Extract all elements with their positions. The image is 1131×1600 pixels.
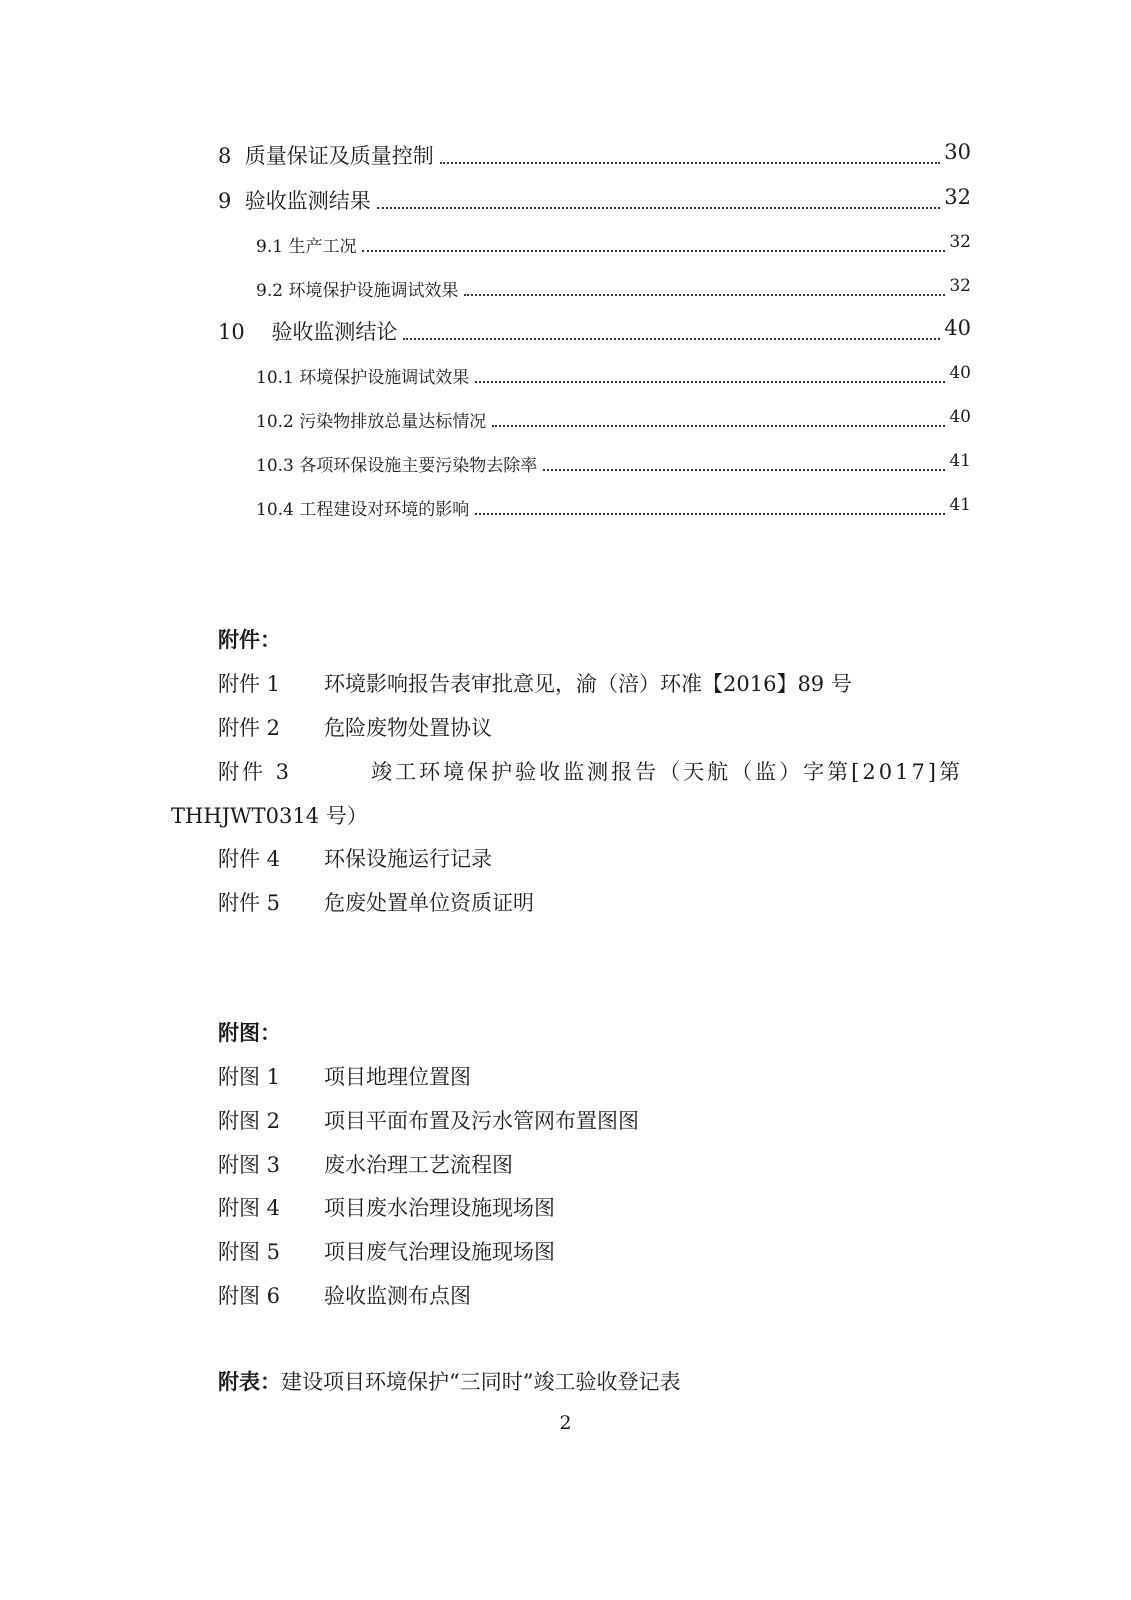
toc-leader-dots [440,162,940,164]
toc-entry-page: 41 [949,495,971,515]
toc-leader-dots [403,338,940,340]
toc-entry-number: 10.3 [256,456,294,476]
toc-entry[interactable] [0,451,1131,485]
toc-entry-page: 40 [949,363,971,383]
figure-label: 附图 4 [218,1196,281,1220]
toc-leader-dots [475,381,945,383]
toc-entry-number: 10.4 [256,500,294,520]
attachment-title: 环境影响报告表审批意见，渝（涪）环准【2016】89 号 [324,672,852,696]
toc-entry[interactable] [0,407,1131,441]
toc-entry-title: 污染物排放总量达标情况 [299,412,487,432]
attachment-label: 附件 1 [218,672,281,696]
figure-title: 废水治理工艺流程图 [324,1153,513,1177]
attachment-item [218,756,963,786]
figure-label: 附图 1 [218,1065,281,1089]
figure-label: 附图 5 [218,1240,281,1264]
attachments-heading: 附件： [218,627,281,652]
toc-entry-number: 9 [218,189,232,213]
appendix-table-title: 建设项目环境保护“三同时”竣工验收登记表 [281,1370,681,1394]
toc-entry[interactable] [0,140,1131,174]
figure-title: 项目废水治理设施现场图 [324,1196,555,1220]
toc-leader-dots [362,250,945,252]
figure-title: 验收监测布点图 [324,1284,471,1308]
figure-title: 项目平面布置及污水管网布置图图 [324,1109,639,1133]
toc-entry-title: 各项环保设施主要污染物去除率 [299,456,538,476]
page-number: 2 [559,1412,572,1434]
appendix-table-label: 附表： [218,1369,281,1394]
figure-label: 附图 3 [218,1153,281,1177]
toc-entry-number: 10.2 [256,412,294,432]
toc-entry-title: 验收监测结论 [271,320,398,344]
attachment-title: 环保设施运行记录 [324,847,492,871]
toc-entry-title: 生产工况 [288,237,357,257]
toc-entry-title: 环境保护设施调试效果 [299,368,470,388]
toc-entry-number: 10.1 [256,368,294,388]
toc-entry[interactable] [0,185,1131,219]
toc-entry[interactable] [0,495,1131,529]
toc-leader-dots [377,207,940,209]
attachment-title: 竣工环境保护验收监测报告（天航（监）字第[2017]第 [371,760,963,784]
toc-leader-dots [464,294,945,296]
toc-entry-page: 32 [944,185,971,209]
toc-entry-title: 环境保护设施调试效果 [288,281,459,301]
toc-entry[interactable] [0,316,1131,350]
toc-entry[interactable] [0,363,1131,397]
toc-entry[interactable] [0,232,1131,266]
toc-entry-number: 10 [218,320,245,344]
toc-entry[interactable] [0,276,1131,310]
attachment-label: 附件 3 [218,760,293,784]
toc-entry-title: 验收监测结果 [244,189,371,213]
toc-entry-page: 30 [944,140,971,164]
toc-entry-number: 9.1 [256,237,284,257]
toc-entry-title: 质量保证及质量控制 [244,144,434,168]
figure-label: 附图 2 [218,1109,281,1133]
figure-title: 项目废气治理设施现场图 [324,1240,555,1264]
figure-label: 附图 6 [218,1284,281,1308]
toc-entry-number: 8 [218,144,232,168]
toc-entry-page: 32 [949,232,971,252]
attachment-label: 附件 4 [218,847,281,871]
figure-title: 项目地理位置图 [324,1065,471,1089]
attachment-label: 附件 5 [218,891,281,915]
attachment-title-continuation: THHJWT0314 号） [171,804,368,828]
toc-entry-page: 40 [944,316,971,340]
toc-entry-page: 40 [949,407,971,427]
figures-heading: 附图： [218,1020,281,1045]
toc-entry-title: 工程建设对环境的影响 [299,500,470,520]
toc-leader-dots [543,469,945,471]
toc-entry-number: 9.2 [256,281,284,301]
attachment-label: 附件 2 [218,716,281,740]
toc-leader-dots [475,513,945,515]
toc-entry-page: 41 [949,451,971,471]
appendix-table-line [218,1366,680,1396]
toc-leader-dots [492,425,945,427]
attachment-title: 危险废物处置协议 [324,716,492,740]
toc-entry-page: 32 [949,276,971,296]
attachment-title: 危废处置单位资质证明 [324,891,534,915]
